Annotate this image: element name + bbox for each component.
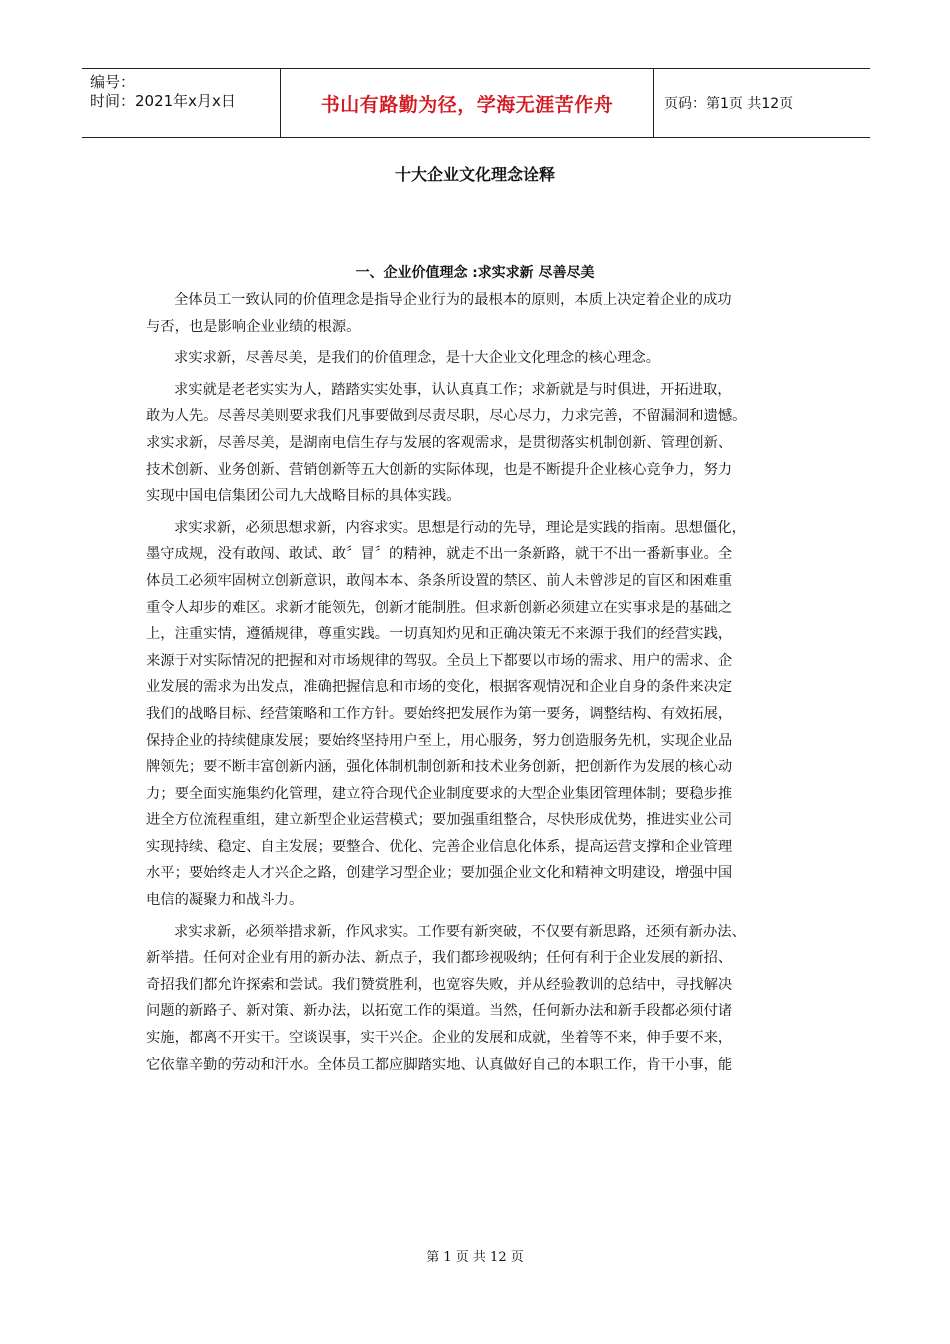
body-text-line: 实现中国电信集团公司九大战略目标的具体实践。 [146,488,461,505]
header-page-info: 页码：第1页 共12页 [664,96,794,112]
body-text-line: 实施，都离不开实干。空谈误事，实干兴企。企业的发展和成就，坐着等不来，伸手要不来， [146,1030,733,1047]
body-text-line: 与否，也是影响企业业绩的根源。 [146,318,361,335]
body-text-line: 求实求新，尽善尽美，是我们的价值理念，是十大企业文化理念的核心理念。 [174,350,661,367]
body-text-line: 敢为人先。尽善尽美则要求我们凡事要做到尽责尽职，尽心尽力，力求完善，不留漏洞和遗憾。 [146,408,747,425]
body-text-line: 牌领先；要不断丰富创新内涵，强化体制机制创新和技术业务创新，把创新作为发展的核心动 [146,759,733,776]
document-number-label: 编号： [90,73,136,91]
document-title: 十大企业文化理念诠释 [394,165,555,184]
body-text-line: 保持企业的持续健康发展；要始终坚持用户至上，用心服务，努力创造服务先机，实现企业品 [146,732,733,749]
body-text-line: 技术创新、业务创新、营销创新等五大创新的实际体现，也是不断提升企业核心竞争力，努力 [146,461,733,478]
body-text-line: 它依靠辛勤的劳动和汗水。全体员工都应脚踏实地、认真做好自己的本职工作，肯干小事，能 [146,1056,733,1073]
page-header-table [82,68,870,138]
body-text-line: 求实就是老老实实为人，踏踏实实处事，认认真真工作；求新就是与时俱进，开拓进取， [174,381,732,398]
body-text-line: 力；要全面实施集约化管理，建立符合现代企业制度要求的大型企业集团管理体制；要稳步推 [146,785,733,802]
header-page-cell [654,69,870,137]
body-text-line: 全体员工一致认同的价值理念是指导企业行为的最根本的原则，本质上决定着企业的成功 [174,292,732,308]
body-text-line: 新举措。任何对企业有用的新办法、新点子，我们都珍视吸纳；任何有利于企业发展的新招、 [146,950,733,967]
header-motto: 书山有路勤为径，学海无涯苦作舟 [320,93,614,116]
body-text-line: 实现持续、稳定、自主发展；要整合、优化、完善企业信息化体系，提高运营支撑和企业管理 [146,838,733,855]
body-text-line: 电信的凝聚力和战斗力。 [146,892,304,909]
body-text-line: 来源于对实际情况的把握和对市场规律的驾驭。全员上下都要以市场的需求、用户的需求、企 [146,652,733,669]
section-title: 一、企业价值理念 ׃求实求新 尽善尽美 [355,265,595,281]
document-time-label: 时间：2021年x月x日 [90,92,236,110]
body-text-line: 体员工必须牢固树立创新意识，敢闯本本、条条所设置的禁区、前人未曾涉足的盲区和困难重 [146,572,733,589]
body-text-line: 上，注重实情，遵循规律，尊重实践。一切真知灼见和正确决策无不来源于我们的经营实践， [146,626,733,643]
body-text-line: 奇招我们都允许探索和尝试。我们赞赏胜利，也宽容失败，并从经验教训的总结中，寻找解决 [146,976,733,993]
body-text-line: 问题的新路子、新对策、新办法，以拓宽工作的渠道。当然，任何新办法和新手段都必须付诸 [146,1003,733,1020]
header-motto-cell [281,69,654,137]
body-text-line: 我们的战略目标、经营策略和工作方针。要始终把发展作为第一要务，调整结构、有效拓展， [146,705,733,722]
body-text-line: 业发展的需求为出发点，准确把握信息和市场的变化，根据客观情况和企业自身的条件来决定 [146,679,733,696]
page-footer: 第 1 页 共 12 页 [426,1250,524,1265]
body-text-line: 墨守成规，没有敢闯、敢试、敢〞冒〞的精神，就走不出一条新路，就干不出一番新事业。全 [146,546,733,563]
body-text-line: 求实求新，必须思想求新，内容求实。思想是行动的先导，理论是实践的指南。思想僵化， [174,519,746,536]
body-text-line: 水平；要始终走人才兴企之路，创建学习型企业；要加强企业文化和精神文明建设，增强中国 [146,865,733,882]
document-body [146,287,810,1078]
body-text-line: 求实求新，必须举措求新，作风求实。工作要有新突破，不仅要有新思路，还须有新办法、 [174,923,746,940]
body-text-line: 进全方位流程重组，建立新型企业运营模式；要加强重组整合，尽快形成优势，推进实业公司 [146,812,733,829]
body-text-line: 重令人却步的难区。求新才能领先，创新才能制胜。但求新创新必须建立在实事求是的基础之 [146,599,733,616]
header-meta-cell [82,69,281,137]
body-text-line: 求实求新，尽善尽美，是湖南电信生存与发展的客观需求，是贯彻落实机制创新、管理创新、 [146,434,733,451]
